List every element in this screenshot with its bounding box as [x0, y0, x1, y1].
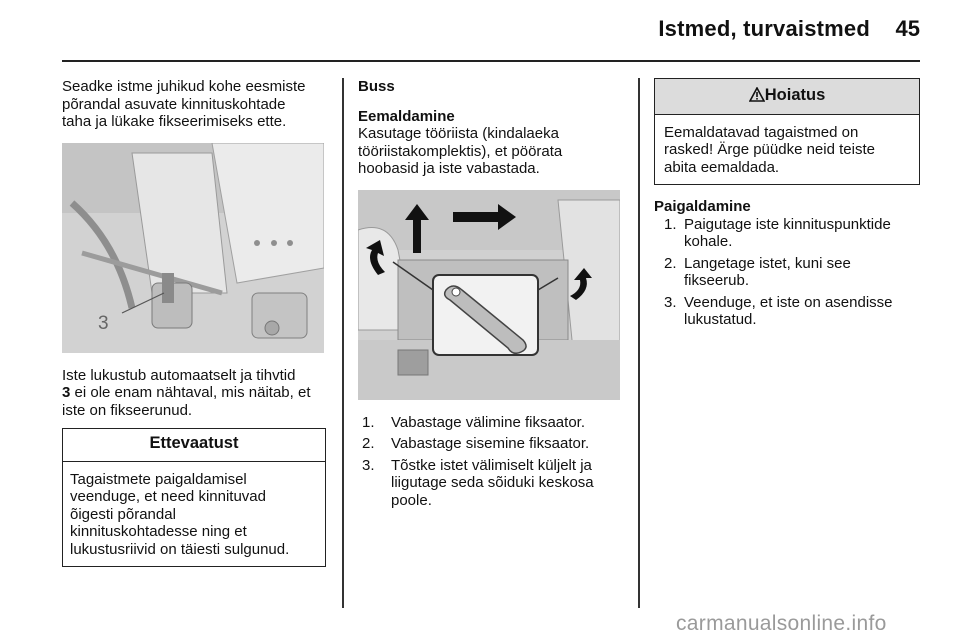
- list-item: 1. Vabastage välimine fiksaator.: [362, 413, 585, 431]
- column-divider-left: [342, 78, 344, 608]
- subheading-installation: Paigaldamine: [654, 198, 751, 215]
- warning-title: Hoiatus: [764, 86, 826, 104]
- warning-header: [655, 79, 919, 115]
- list-item: 3. Tõstke istet välimiselt küljelt ja liigutage seda sõiduki keskosa poole.: [362, 456, 594, 509]
- page-number: 45: [895, 16, 920, 41]
- watermark: carmanualsonline.info: [676, 612, 887, 635]
- page-title: Istmed, turvaistmed: [658, 16, 870, 41]
- column-2: [358, 78, 626, 513]
- column-divider-right: [638, 78, 640, 608]
- caution-body: Tagaistmete paigaldamisel veenduge, et need kinnituvad õigesti põrandal kinnituskohtadesse ning et lukustusriivid on täiesti sulgunud.: [70, 470, 290, 558]
- caution-box: [62, 428, 326, 567]
- auto-lock-paragraph: Iste lukustub automaatselt ja tihvtid 3 ei ole enam nähtaval, mis näitab, et iste on fikseerunud.: [62, 366, 311, 419]
- seat-guides-paragraph: Seadke istme juhikud kohe eesmiste põrandal asuvate kinnituskohtade taha ja lükake fikseerimiseks ette.: [62, 78, 306, 130]
- list-item: 2. Vabastage sisemine fiksaator.: [362, 435, 590, 452]
- removal-steps: [358, 414, 626, 510]
- list-item: 3. Veenduge, et iste on asendisse lukustatud.: [664, 293, 893, 328]
- seat-release-illustration: [358, 190, 620, 400]
- callout-reference: 3: [62, 384, 71, 401]
- column-3: [654, 78, 920, 333]
- installation-steps: [654, 216, 920, 329]
- section-heading-bus: Buss: [358, 78, 395, 95]
- warning-body: Eemaldatavad tagaistmed on rasked! Ärge püüdke neid teiste abita eemaldada.: [664, 123, 875, 176]
- removal-intro: Kasutage tööriista (kindalaeka tööriistakomplektis), et pöörata hoobasid ja iste vabastada.: [358, 125, 563, 177]
- seat-latch-illustration: [62, 143, 324, 353]
- warning-box: [654, 78, 920, 185]
- header-divider: [62, 60, 920, 62]
- subheading-removal: Eemaldamine: [358, 107, 455, 125]
- list-item: 2. Langetage istet, kuni see fikseerub.: [664, 254, 851, 289]
- column-1: [62, 78, 326, 567]
- figure-callout-3: 3: [98, 312, 109, 334]
- warning-triangle-icon: [749, 87, 765, 102]
- caution-title: Ettevaatust: [63, 429, 325, 462]
- list-item: 1. Paigutage iste kinnituspunktide kohale.: [664, 215, 891, 250]
